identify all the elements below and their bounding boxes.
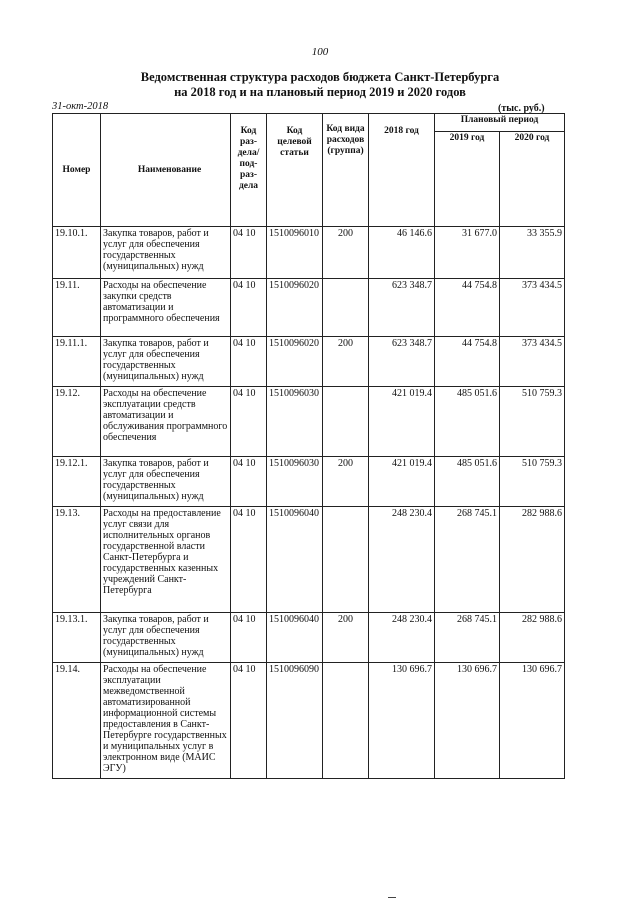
row-value-2020: 130 696.7: [500, 663, 565, 779]
row-section-code: 04 10: [231, 507, 267, 613]
row-expense-type: [323, 507, 369, 613]
units-label: (тыс. руб.): [498, 103, 545, 114]
row-section-code: 04 10: [231, 457, 267, 507]
row-value-2018: 130 696.7: [369, 663, 435, 779]
budget-table: [52, 113, 565, 779]
page-number: 100: [311, 46, 329, 58]
row-expense-type: [323, 387, 369, 457]
row-value-2018: 46 146.6: [369, 227, 435, 279]
title-line-2: на 2018 год и на плановый период 2019 и 2020 годов: [174, 85, 466, 99]
row-section-code: 04 10: [231, 337, 267, 387]
row-number: 19.10.1.: [53, 227, 101, 279]
row-value-2019: 44 754.8: [435, 337, 500, 387]
header-2020: 2020 год: [500, 132, 565, 227]
row-expense-type: [323, 663, 369, 779]
header-vr: Код вида расходов (группа): [323, 114, 369, 227]
table-row: [53, 457, 565, 507]
row-target-code: 1510096020: [267, 279, 323, 337]
row-section-code: 04 10: [231, 613, 267, 663]
row-number: 19.12.: [53, 387, 101, 457]
row-name: Закупка товаров, работ и услуг для обеспечения государственных (муниципальных) нужд: [101, 337, 231, 387]
row-value-2019: 485 051.6: [435, 387, 500, 457]
row-name: Расходы на предоставление услуг связи для исполнительных органов государственной власти Санкт-Петербурга и государственных казенных учреждений Санкт-Петербурга: [101, 507, 231, 613]
header-rz: Код раз-дела/ под-раз-дела: [231, 114, 267, 227]
row-value-2018: 623 348.7: [369, 337, 435, 387]
row-value-2020: 282 988.6: [500, 613, 565, 663]
row-name: Расходы на обеспечение эксплуатации межведомственной автоматизированной информационной системы предоставления в Санкт-Петербурге государственных и муниципальных услуг в электронном виде (МАИС ЭГУ): [101, 663, 231, 779]
document-title: [0, 70, 640, 100]
row-name: Расходы на обеспечение закупки средств автоматизации и программного обеспечения: [101, 279, 231, 337]
row-name: Закупка товаров, работ и услуг для обеспечения государственных (муниципальных) нужд: [101, 613, 231, 663]
header-planned: Плановый период: [435, 114, 565, 132]
row-value-2018: 421 019.4: [369, 387, 435, 457]
row-number: 19.14.: [53, 663, 101, 779]
row-value-2019: 130 696.7: [435, 663, 500, 779]
row-value-2020: 510 759.3: [500, 387, 565, 457]
row-value-2018: 421 019.4: [369, 457, 435, 507]
row-section-code: 04 10: [231, 663, 267, 779]
row-value-2019: 44 754.8: [435, 279, 500, 337]
row-section-code: 04 10: [231, 387, 267, 457]
row-value-2018: 623 348.7: [369, 279, 435, 337]
header-number: Номер: [53, 114, 101, 227]
row-number: 19.13.1.: [53, 613, 101, 663]
row-value-2020: 373 434.5: [500, 279, 565, 337]
row-target-code: 1510096040: [267, 613, 323, 663]
row-expense-type: 200: [323, 457, 369, 507]
row-target-code: 1510096030: [267, 457, 323, 507]
document-date: 31-окт-2018: [52, 101, 109, 112]
row-value-2018: 248 230.4: [369, 507, 435, 613]
row-value-2020: 33 355.9: [500, 227, 565, 279]
row-target-code: 1510096090: [267, 663, 323, 779]
row-target-code: 1510096010: [267, 227, 323, 279]
row-section-code: 04 10: [231, 227, 267, 279]
row-value-2019: 31 677.0: [435, 227, 500, 279]
row-name: Закупка товаров, работ и услуг для обеспечения государственных (муниципальных) нужд: [101, 457, 231, 507]
row-expense-type: 200: [323, 337, 369, 387]
table-row: [53, 387, 565, 457]
row-section-code: 04 10: [231, 279, 267, 337]
page-mark: [388, 897, 396, 898]
row-number: 19.12.1.: [53, 457, 101, 507]
row-target-code: 1510096030: [267, 387, 323, 457]
row-name: Закупка товаров, работ и услуг для обеспечения государственных (муниципальных) нужд: [101, 227, 231, 279]
row-number: 19.13.: [53, 507, 101, 613]
row-value-2019: 485 051.6: [435, 457, 500, 507]
row-name: Расходы на обеспечение эксплуатации средств автоматизации и обслуживания программного обеспечения: [101, 387, 231, 457]
row-value-2018: 248 230.4: [369, 613, 435, 663]
row-value-2020: 373 434.5: [500, 337, 565, 387]
table-row: [53, 279, 565, 337]
row-value-2020: 510 759.3: [500, 457, 565, 507]
table-body: [53, 227, 565, 779]
table-row: [53, 227, 565, 279]
table-row: [53, 663, 565, 779]
table-row: [53, 337, 565, 387]
row-value-2019: 268 745.1: [435, 507, 500, 613]
title-line-1: Ведомственная структура расходов бюджета Санкт-Петербурга: [140, 70, 500, 84]
row-expense-type: 200: [323, 227, 369, 279]
row-expense-type: 200: [323, 613, 369, 663]
row-value-2019: 268 745.1: [435, 613, 500, 663]
row-expense-type: [323, 279, 369, 337]
header-cs: Код целевой статьи: [267, 114, 323, 227]
table-row: [53, 613, 565, 663]
row-value-2020: 282 988.6: [500, 507, 565, 613]
row-number: 19.11.: [53, 279, 101, 337]
table-row: [53, 507, 565, 613]
row-number: 19.11.1.: [53, 337, 101, 387]
header-name: Наименование: [101, 114, 231, 227]
header-2018: 2018 год: [369, 114, 435, 227]
row-target-code: 1510096040: [267, 507, 323, 613]
row-target-code: 1510096020: [267, 337, 323, 387]
header-2019: 2019 год: [435, 132, 500, 227]
